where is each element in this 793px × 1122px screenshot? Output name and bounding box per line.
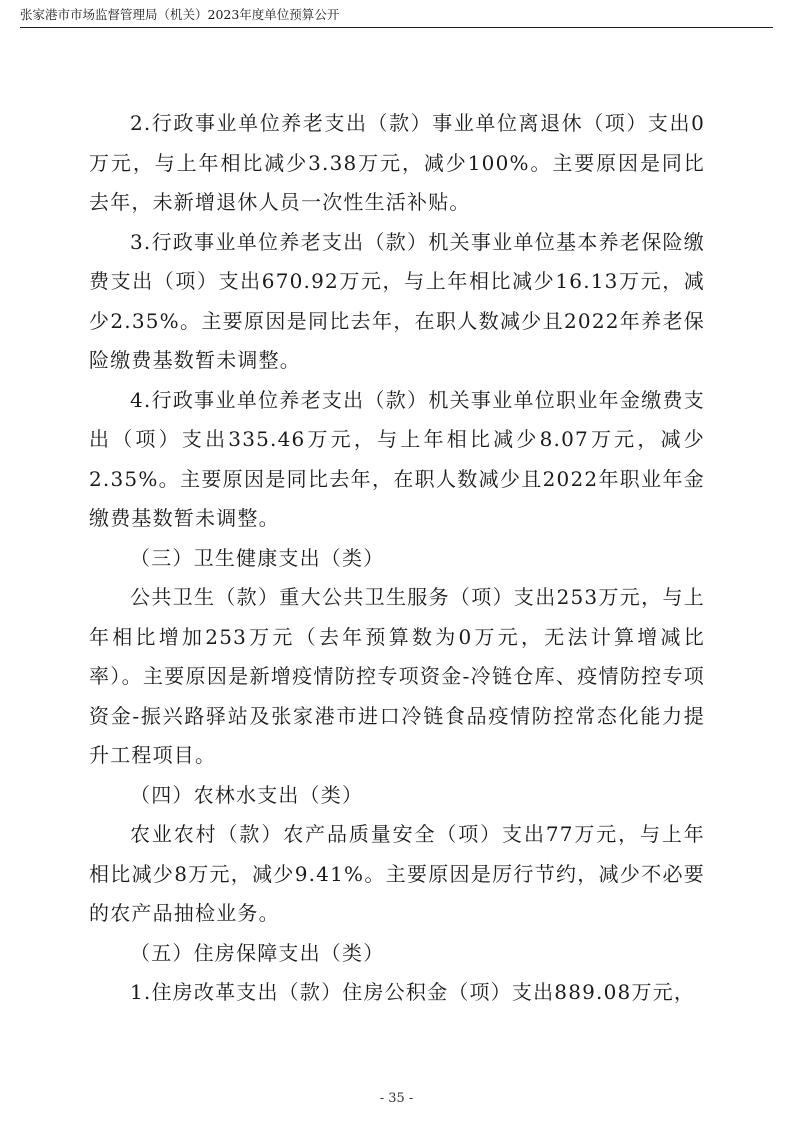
paragraph-occupational-annuity: 4.行政事业单位养老支出（款）机关事业单位职业年金缴费支出（项）支出335.46万元，与上年相比减少8.07万元，减少2.35%。主要原因是同比去年，在职人数减少且2022年职业年金缴费基数暂未调整。 xyxy=(89,387,705,530)
header-divider xyxy=(20,27,773,28)
page-number: - 35 - xyxy=(379,1091,414,1106)
document-body xyxy=(89,104,705,1013)
section-heading-health: （三）卫生健康支出（类） xyxy=(130,545,385,570)
section-heading-housing: （五）住房保障支出（类） xyxy=(130,940,385,965)
section-heading-agriculture: （四）农林水支出（类） xyxy=(130,782,364,807)
paragraph-housing-fund: 1.住房改革支出（款）住房公积金（项）支出889.08万元， xyxy=(130,980,696,1004)
paragraph-public-health: 公共卫生（款）重大公共卫生服务（项）支出253万元，与上年相比增加253万元（去年预算数为0万元，无法计算增减比率）。主要原因是新增疫情防控专项资金-冷链仓库、疫情防控专项资金-振兴路驿站及张家港市进口冷链食品疫情防控常态化能力提升工程项目。 xyxy=(89,585,705,767)
paragraph-basic-pension-insurance: 3.行政事业单位养老支出（款）机关事业单位基本养老保险缴费支出（项）支出670.92万元，与上年相比减少16.13万元，减少2.35%。主要原因是同比去年，在职人数减少且2022年养老保险缴费基数暂未调整。 xyxy=(89,229,705,372)
page-header: 张家港市市场监督管理局（机关）2023年度单位预算公开 xyxy=(20,7,340,22)
paragraph-retirement-expense: 2.行政事业单位养老支出（款）事业单位离退休（项）支出0万元，与上年相比减少3.38万元，减少100%。主要原因是同比去年，未新增退休人员一次性生活补贴。 xyxy=(89,111,705,214)
paragraph-agricultural-quality: 农业农村（款）农产品质量安全（项）支出77万元，与上年相比减少8万元，减少9.41%。主要原因是厉行节约，减少不必要的农产品抽检业务。 xyxy=(89,822,705,925)
